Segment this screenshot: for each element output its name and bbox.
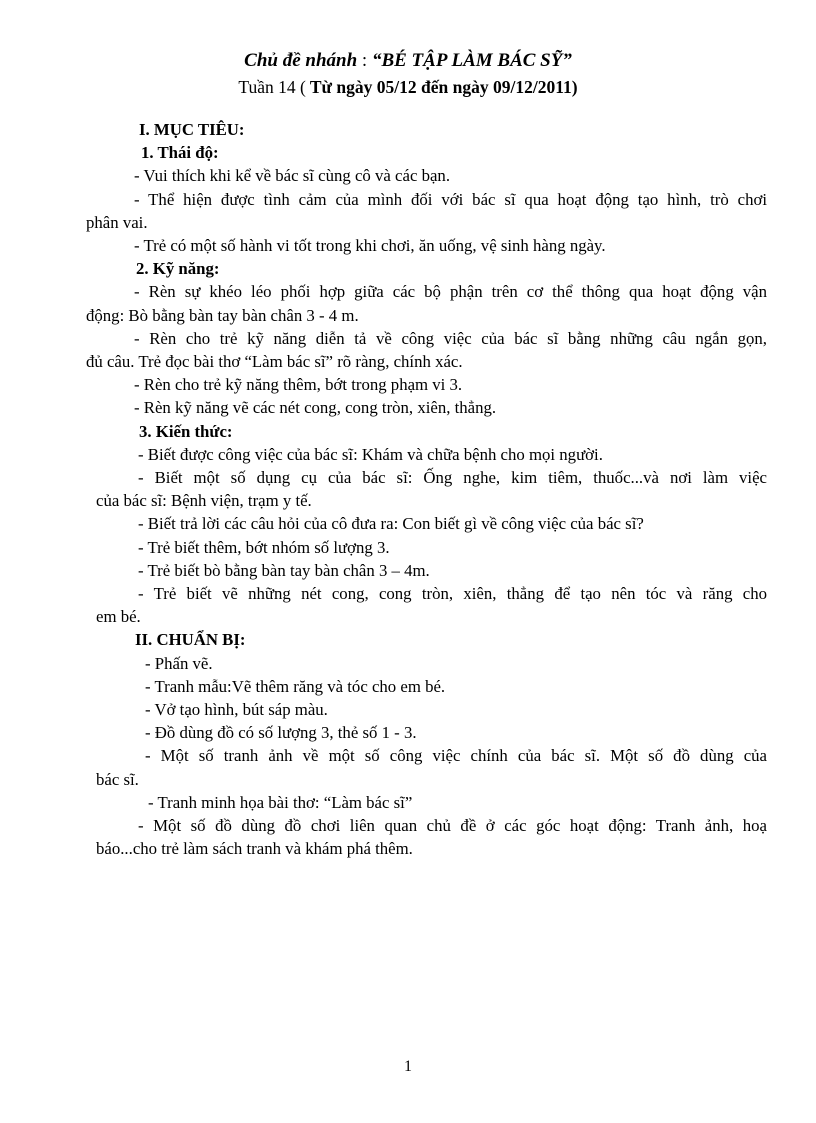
list-item-continuation: phân vai. — [86, 212, 148, 232]
subheading-ky-nang: 2. Kỹ năng: — [136, 259, 220, 279]
list-item: - Tranh mẫu:Vẽ thêm răng và tóc cho em bé. — [145, 676, 446, 696]
list-item-continuation: của bác sĩ: Bệnh viện, trạm y tế. — [96, 491, 312, 511]
list-item-continuation: động: Bò bằng bàn tay bàn chân 3 - 4 m. — [86, 305, 359, 325]
list-item: - Vở tạo hình, bút sáp màu. — [145, 700, 328, 720]
list-item: - Biết được công việc của bác sĩ: Khám và chữa bệnh cho mọi người. — [138, 444, 603, 464]
list-item: - Vui thích khi kể về bác sĩ cùng cô và các bạn. — [134, 166, 451, 186]
list-item: - Đồ dùng đồ có số lượng 3, thẻ số 1 - 3. — [145, 723, 417, 743]
list-item-continuation: em bé. — [96, 607, 141, 627]
title-colon: : — [357, 50, 372, 71]
list-item-continuation: bác sĩ. — [96, 769, 139, 789]
list-item: - Thể hiện được tình cảm của mình đối với bác sĩ qua hoạt động tạo hình, trò chơi — [134, 189, 767, 209]
week-label: Tuần 14 ( — [238, 77, 306, 97]
subheading-kien-thuc: 3. Kiến thức: — [139, 421, 233, 441]
list-item: - Một số đồ dùng đồ chơi liên quan chủ đề ở các góc hoạt động: Tranh ảnh, hoạ — [138, 816, 767, 836]
week-line — [0, 77, 816, 98]
list-item: - Trẻ có một số hành vi tốt trong khi chơi, ăn uống, vệ sinh hàng ngày. — [134, 236, 606, 256]
list-item: - Rèn cho trẻ kỹ năng thêm, bớt trong phạm vi 3. — [134, 375, 463, 395]
list-item: - Rèn sự khéo léo phối hợp giữa các bộ phận trên cơ thể thông qua hoạt động vận — [134, 282, 767, 302]
list-item: - Tranh minh họa bài thơ: “Làm bác sĩ” — [148, 792, 413, 812]
title-main: “BÉ TẬP LÀM BÁC SỸ” — [371, 50, 572, 71]
list-item: - Trẻ biết vẽ những nét cong, cong tròn, xiên, thẳng để tạo nên tóc và răng cho — [138, 584, 767, 604]
title-prefix: Chủ đề nhánh — [244, 50, 358, 71]
list-item: - Trẻ biết thêm, bớt nhóm số lượng 3. — [138, 537, 390, 557]
section-heading-muc-tieu: I. MỤC TIÊU: — [139, 120, 245, 139]
list-item-continuation: đủ câu. Trẻ đọc bài thơ “Làm bác sĩ” rõ ràng, chính xác. — [86, 352, 463, 372]
list-item-continuation: báo...cho trẻ làm sách tranh và khám phá thêm. — [96, 839, 413, 859]
section-heading-chuan-bi: II. CHUẨN BỊ: — [135, 630, 246, 650]
list-item: - Biết một số dụng cụ của bác sĩ: Ống nghe, kim tiêm, thuốc...và nơi làm việc — [138, 468, 767, 488]
list-item: - Biết trả lời các câu hỏi của cô đưa ra: Con biết gì về công việc của bác sĩ? — [138, 514, 644, 534]
page-number: 1 — [404, 1058, 412, 1075]
list-item: - Trẻ biết bò bằng bàn tay bàn chân 3 – 4m. — [138, 560, 430, 580]
week-range: Từ ngày 05/12 đến ngày 09/12/2011) — [305, 77, 578, 97]
subheading-thai-do: 1. Thái độ: — [141, 143, 219, 163]
list-item: - Rèn kỹ năng vẽ các nét cong, cong tròn, xiên, thẳng. — [134, 398, 497, 418]
document-title — [0, 50, 816, 72]
list-item: - Phấn vẽ. — [145, 653, 213, 673]
document-body — [86, 118, 767, 861]
list-item: - Rèn cho trẻ kỹ năng diễn tả về công việc của bác sĩ bằng những câu ngắn gọn, — [134, 328, 767, 348]
list-item: - Một số tranh ảnh về một số công việc chính của bác sĩ. Một số đồ dùng của — [145, 746, 767, 766]
